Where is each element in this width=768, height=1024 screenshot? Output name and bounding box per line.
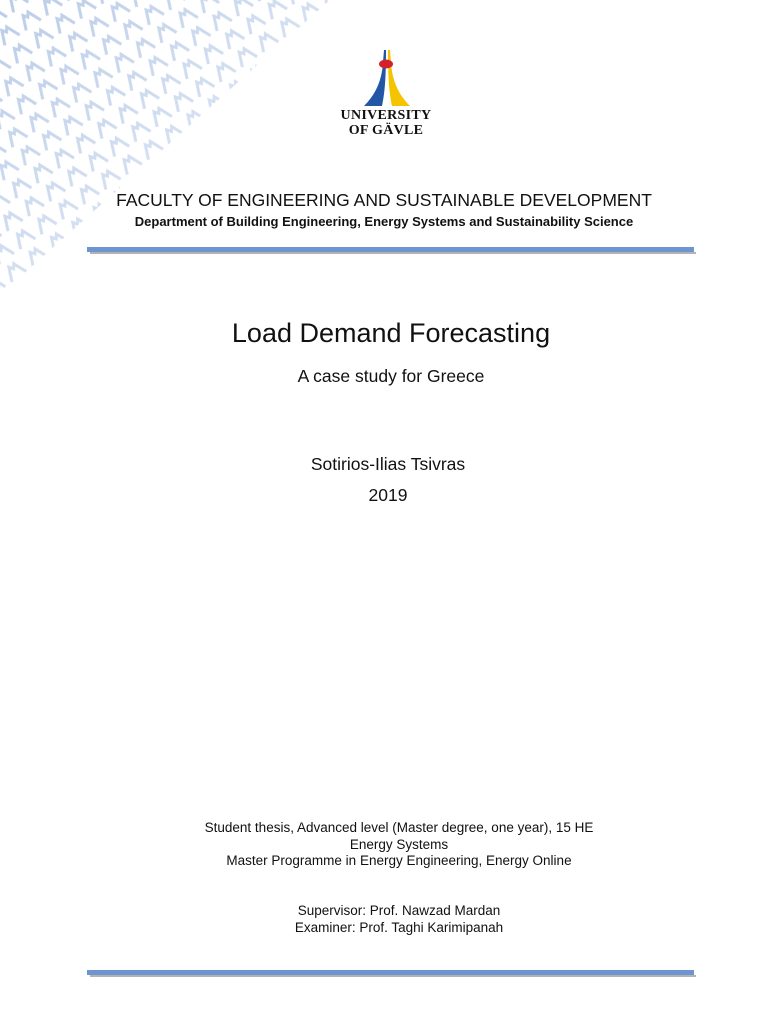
logo-text-line1: UNIVERSITY: [340, 108, 432, 123]
thesis-programme: Master Programme in Energy Engineering, Energy Online: [226, 853, 572, 868]
thesis-level: Student thesis, Advanced level (Master degree, one year), 15 HE: [204, 820, 594, 835]
thesis-subtitle: A case study for Greece: [297, 366, 485, 386]
examiner: Examiner: Prof. Taghi Karimipanah: [294, 919, 504, 935]
thesis-staff: [0, 903, 768, 936]
university-emblem-icon: [346, 48, 426, 108]
thesis-subject: Energy Systems: [349, 836, 449, 852]
department-name: Department of Building Engineering, Energy Systems and Sustainability Science: [134, 214, 634, 229]
logo-text-line2: OF GÄVLE: [348, 123, 424, 138]
top-divider: [87, 247, 694, 252]
author-name: Sotirios-Ilias Tsivras: [310, 454, 466, 474]
decorative-pattern: [0, 0, 340, 300]
thesis-details: [0, 820, 768, 870]
bottom-divider: [87, 970, 694, 975]
supervisor: Supervisor: Prof. Nawzad Mardan: [297, 903, 501, 918]
thesis-title: Load Demand Forecasting: [231, 318, 551, 348]
university-logo: [330, 48, 442, 138]
thesis-year: 2019: [368, 485, 408, 505]
faculty-name: FACULTY OF ENGINEERING AND SUSTAINABLE DEVELOPMENT: [116, 190, 652, 210]
